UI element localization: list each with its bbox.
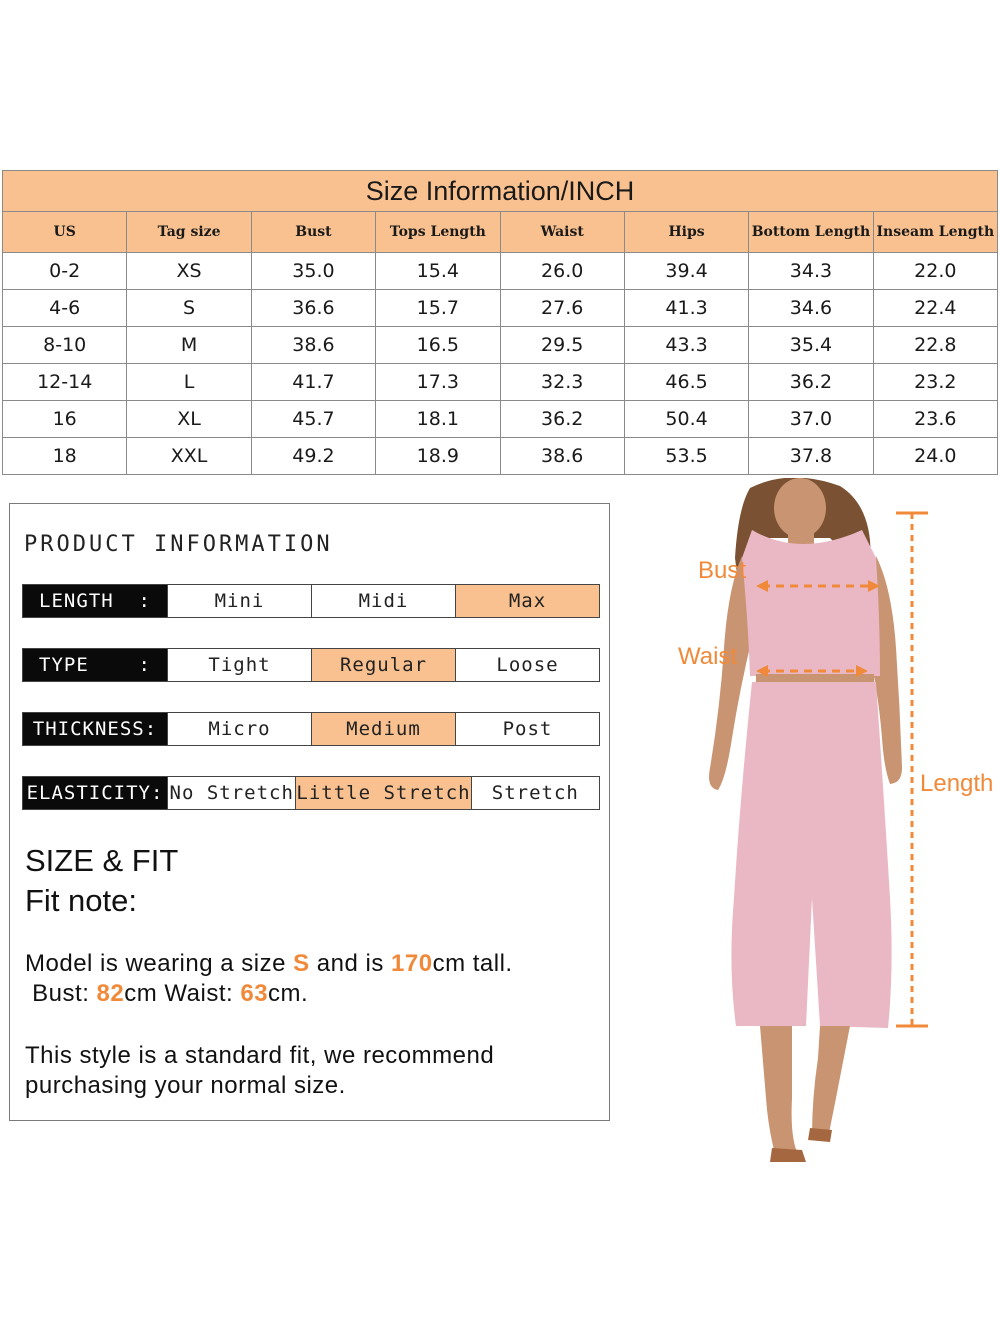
table-cell: 22.4 — [873, 290, 997, 327]
table-cell: 41.7 — [251, 364, 375, 401]
table-cell: 29.5 — [500, 327, 624, 364]
table-row — [3, 290, 998, 327]
model-size-text: Model is wearing a size — [25, 950, 294, 977]
table-row — [3, 438, 998, 475]
table-cell: 41.3 — [624, 290, 748, 327]
table-cell: 0-2 — [3, 253, 127, 290]
attribute-label: THICKNESS: — [23, 713, 167, 745]
attribute-option: Micro — [167, 713, 311, 745]
table-cell: 22.0 — [873, 253, 997, 290]
table-cell: 37.8 — [749, 438, 873, 475]
product-information-panel — [9, 503, 610, 1121]
table-cell: 36.2 — [500, 401, 624, 438]
model-right-leg — [812, 1026, 850, 1138]
table-cell: 38.6 — [500, 438, 624, 475]
table-cell: 18.9 — [376, 438, 500, 475]
table-cell: 24.0 — [873, 438, 997, 475]
attribute-option: Mini — [167, 585, 311, 617]
table-cell: 53.5 — [624, 438, 748, 475]
column-header: Waist — [500, 212, 624, 253]
table-cell: 35.4 — [749, 327, 873, 364]
column-header: Hips — [624, 212, 748, 253]
table-cell: 15.7 — [376, 290, 500, 327]
table-cell: 17.3 — [376, 364, 500, 401]
size-chart-title: Size Information/INCH — [3, 171, 998, 212]
table-cell: 50.4 — [624, 401, 748, 438]
attribute-option: Post — [455, 713, 599, 745]
column-header: Tops Length — [376, 212, 500, 253]
table-cell: 38.6 — [251, 327, 375, 364]
model-height-value: 170 — [391, 950, 433, 977]
fit-recommendation — [25, 1041, 494, 1101]
waist-unit: cm. — [268, 980, 309, 1007]
waist-value: 63 — [240, 980, 269, 1007]
model-height-unit: cm tall. — [432, 950, 513, 977]
table-cell: XL — [127, 401, 251, 438]
model-size-value: S — [293, 950, 310, 977]
bust-text: Bust: — [25, 980, 97, 1007]
attribute-option: Midi — [311, 585, 455, 617]
table-cell: S — [127, 290, 251, 327]
table-cell: XS — [127, 253, 251, 290]
table-cell: 16.5 — [376, 327, 500, 364]
waist-label: Waist — [678, 643, 738, 670]
attribute-row — [22, 584, 600, 618]
attribute-label: TYPE : — [23, 649, 167, 681]
bust-label: Bust — [698, 557, 747, 584]
table-cell: 18.1 — [376, 401, 500, 438]
table-cell: 32.3 — [500, 364, 624, 401]
column-header: Inseam Length — [873, 212, 997, 253]
fit-recommendation-line: This style is a standard fit, we recommend — [25, 1042, 495, 1069]
attribute-option-selected: Max — [455, 585, 599, 617]
table-cell: 35.0 — [251, 253, 375, 290]
table-cell: 36.2 — [749, 364, 873, 401]
length-label: Length — [920, 770, 994, 797]
attribute-label: ELASTICITY: — [23, 777, 167, 809]
column-header: Bust — [251, 212, 375, 253]
table-row — [3, 364, 998, 401]
attribute-option: No Stretch — [167, 777, 295, 809]
table-cell: 34.3 — [749, 253, 873, 290]
attribute-option-selected: Little Stretch — [295, 777, 470, 809]
model-illustration — [640, 478, 1000, 1178]
attribute-row — [22, 776, 600, 810]
model-top — [742, 530, 880, 676]
size-fit-title: SIZE & FIT — [25, 843, 179, 878]
table-cell: 22.8 — [873, 327, 997, 364]
fit-recommendation-line: purchasing your normal size. — [25, 1072, 346, 1099]
table-cell: 15.4 — [376, 253, 500, 290]
table-cell: 4-6 — [3, 290, 127, 327]
table-cell: 27.6 — [500, 290, 624, 327]
table-cell: 36.6 — [251, 290, 375, 327]
table-cell: 49.2 — [251, 438, 375, 475]
attribute-row — [22, 648, 600, 682]
table-cell: 26.0 — [500, 253, 624, 290]
table-cell: 43.3 — [624, 327, 748, 364]
table-cell: XXL — [127, 438, 251, 475]
table-cell: 34.6 — [749, 290, 873, 327]
size-chart-table — [2, 170, 998, 475]
attribute-option: Tight — [167, 649, 311, 681]
table-cell: 18 — [3, 438, 127, 475]
model-pants — [731, 682, 891, 1028]
table-cell: 45.7 — [251, 401, 375, 438]
column-header: Bottom Length — [749, 212, 873, 253]
table-cell: 23.2 — [873, 364, 997, 401]
table-cell: M — [127, 327, 251, 364]
table-cell: 8-10 — [3, 327, 127, 364]
table-row — [3, 401, 998, 438]
table-row — [3, 253, 998, 290]
product-information-title: PRODUCT INFORMATION — [24, 532, 333, 557]
table-cell: 46.5 — [624, 364, 748, 401]
size-fit-heading — [25, 841, 178, 921]
model-left-leg — [760, 1026, 798, 1158]
attribute-option-selected: Medium — [311, 713, 455, 745]
table-cell: 37.0 — [749, 401, 873, 438]
fit-note-label: Fit note: — [25, 883, 137, 918]
table-cell: 39.4 — [624, 253, 748, 290]
table-row — [3, 327, 998, 364]
model-height-text: and is — [309, 950, 392, 977]
table-cell: 16 — [3, 401, 127, 438]
table-cell: 23.6 — [873, 401, 997, 438]
bust-value: 82 — [96, 980, 125, 1007]
attribute-option-selected: Regular — [311, 649, 455, 681]
model-size-note — [25, 949, 513, 1009]
attribute-label: LENGTH : — [23, 585, 167, 617]
attribute-option: Loose — [455, 649, 599, 681]
attribute-option: Stretch — [471, 777, 599, 809]
size-chart-header-row — [3, 212, 998, 253]
attribute-row — [22, 712, 600, 746]
table-cell: 12-14 — [3, 364, 127, 401]
table-cell: L — [127, 364, 251, 401]
column-header: US — [3, 212, 127, 253]
column-header: Tag size — [127, 212, 251, 253]
waist-text: cm Waist: — [124, 980, 241, 1007]
